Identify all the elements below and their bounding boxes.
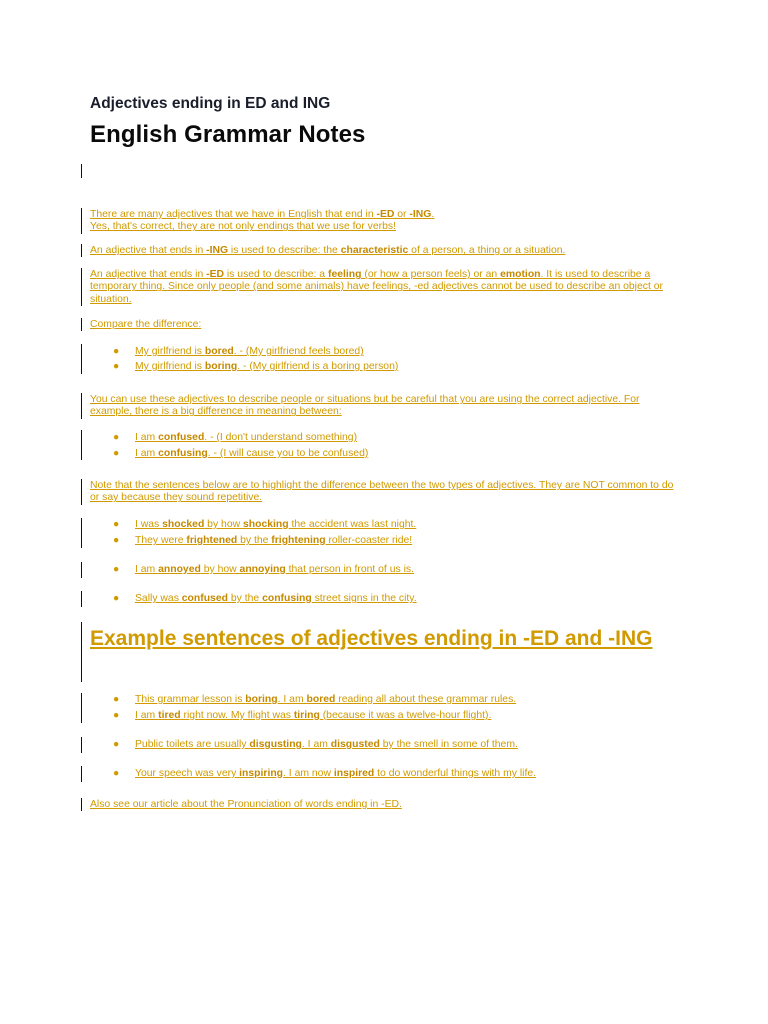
margin-bar bbox=[81, 344, 82, 374]
margin-bar bbox=[81, 737, 82, 753]
bullet-icon: ● bbox=[113, 346, 120, 357]
list-item[interactable]: ● This grammar lesson is boring. I am bored reading all about these grammar rules. bbox=[113, 694, 517, 705]
list-item[interactable]: ● I was shocked by how shocking the accident was last night. bbox=[113, 519, 417, 530]
margin-bar bbox=[81, 268, 82, 306]
bullet-icon: ● bbox=[113, 432, 120, 443]
list-item[interactable]: ● I am tired right now. My flight was tiring (because it was a twelve-hour flight). bbox=[113, 710, 492, 721]
margin-bar bbox=[81, 244, 82, 257]
margin-bar bbox=[81, 393, 82, 419]
list-item[interactable]: ● Sally was confused by the confusing street signs in the city. bbox=[113, 593, 417, 604]
list-item[interactable]: ● My girlfriend is boring. - (My girlfriend is a boring person) bbox=[113, 361, 399, 372]
bullet-icon: ● bbox=[113, 739, 120, 750]
compare-paragraph[interactable]: Compare the difference: bbox=[90, 319, 202, 330]
ed-rule-paragraph[interactable]: An adjective that ends in -ED is used to describe: a feeling (or how a person feels) or an emotion. It is used to describe a temporary thing. Since only people (and some animals) have feelings, -ed adjectives cannot be used to describe an object or situation. bbox=[90, 269, 663, 305]
bullet-icon: ● bbox=[113, 519, 120, 530]
ing-rule-paragraph[interactable]: An adjective that ends in -ING is used to describe: the characteristic of a person, a thing or a situation. bbox=[90, 245, 566, 256]
margin-bar bbox=[81, 430, 82, 460]
list-item[interactable]: ● I am confused. - (I don't understand something) bbox=[113, 432, 358, 443]
examples-heading[interactable]: Example sentences of adjectives ending in -ED and -ING bbox=[90, 627, 653, 650]
margin-bar bbox=[81, 622, 82, 682]
page-title: English Grammar Notes bbox=[90, 121, 366, 148]
note-paragraph[interactable]: Note that the sentences below are to highlight the difference between the two types of adjectives. They are NOT common to do or say because they sound repetitive. bbox=[90, 480, 674, 504]
margin-bar bbox=[81, 518, 82, 548]
margin-bar bbox=[81, 591, 82, 607]
also-see-link[interactable]: Also see our article about the Pronunciation of words ending in -ED. bbox=[90, 799, 402, 810]
margin-bar bbox=[81, 318, 82, 331]
list-item[interactable]: ● They were frightened by the frightening roller-coaster ride! bbox=[113, 535, 413, 546]
bullet-icon: ● bbox=[113, 710, 120, 721]
list-item[interactable]: ● I am confusing. - (I will cause you to be confused) bbox=[113, 448, 369, 459]
margin-bar bbox=[81, 562, 82, 578]
list-item[interactable]: ● Public toilets are usually disgusting. I am disgusted by the smell in some of them. bbox=[113, 739, 518, 750]
list-item[interactable]: ● I am annoyed by how annoying that person in front of us is. bbox=[113, 564, 414, 575]
margin-bar bbox=[81, 766, 82, 782]
bullet-icon: ● bbox=[113, 535, 120, 546]
careful-paragraph[interactable]: You can use these adjectives to describe people or situations but be careful that you are using the correct adjective. For example, there is a big difference in meaning between: bbox=[90, 394, 640, 418]
margin-bar bbox=[81, 798, 82, 811]
bullet-icon: ● bbox=[113, 768, 120, 779]
margin-bar bbox=[81, 164, 82, 178]
bullet-icon: ● bbox=[113, 564, 120, 575]
bullet-icon: ● bbox=[113, 694, 120, 705]
list-item[interactable]: ● Your speech was very inspiring. I am now inspired to do wonderful things with my life. bbox=[113, 768, 536, 779]
margin-bar bbox=[81, 693, 82, 723]
bullet-icon: ● bbox=[113, 593, 120, 604]
list-item[interactable]: ● My girlfriend is bored. - (My girlfriend feels bored) bbox=[113, 346, 364, 357]
margin-bar bbox=[81, 479, 82, 505]
page-subtitle: Adjectives ending in ED and ING bbox=[90, 95, 331, 112]
bullet-icon: ● bbox=[113, 361, 120, 372]
intro-paragraph[interactable]: There are many adjectives that we have in English that end in -ED or -ING. Yes, that's correct, they are not only endings that we use for verbs! bbox=[90, 209, 435, 233]
margin-bar bbox=[81, 208, 82, 234]
bullet-icon: ● bbox=[113, 448, 120, 459]
